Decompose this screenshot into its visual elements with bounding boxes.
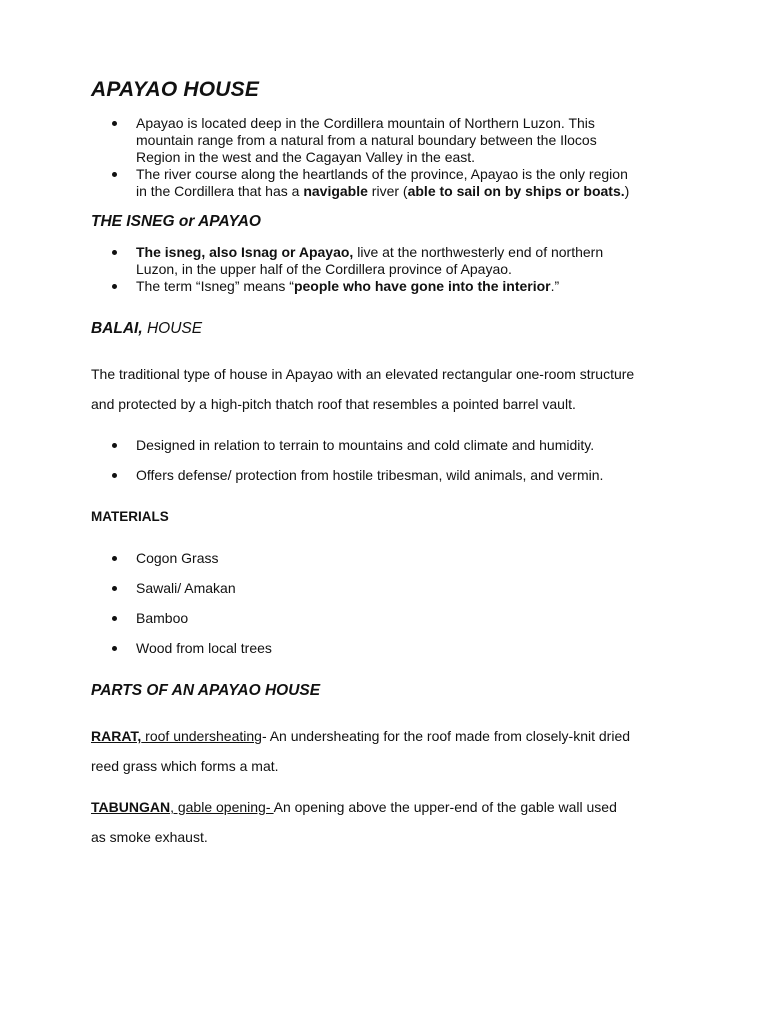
text-line: reed grass which forms a mat. xyxy=(91,758,279,774)
text-line: Luzon, in the upper half of the Cordillera province of Apayao. xyxy=(136,261,512,277)
section-heading-balai xyxy=(91,320,691,338)
isneg-list xyxy=(91,244,691,295)
text-run: in the Cordillera that has a xyxy=(136,183,304,199)
heading-gloss: HOUSE xyxy=(142,320,203,337)
materials-list xyxy=(91,550,691,670)
text-line xyxy=(136,244,691,261)
list-item xyxy=(91,244,691,278)
text-line: and protected by a high-pitch thatch roof that resembles a pointed barrel vault. xyxy=(91,396,576,412)
text-run: river ( xyxy=(367,183,408,199)
text-line: Apayao is located deep in the Cordillera mountain of Northern Luzon. This xyxy=(136,115,595,131)
list-item: Sawali/ Amakan xyxy=(91,580,691,597)
heading-term: BALAI, xyxy=(91,320,143,337)
bold-term: The isneg, also Isnag or Apayao, xyxy=(136,244,354,260)
text-run: ) xyxy=(624,183,630,199)
text-line xyxy=(91,792,691,822)
rarat-definition xyxy=(91,721,691,781)
list-item: Bamboo xyxy=(91,610,691,627)
definition-text: An opening above the upper-end of the gable wall used xyxy=(273,799,617,815)
section-heading-parts: PARTS OF AN APAYAO HOUSE xyxy=(91,682,321,699)
page-title: APAYAO HOUSE xyxy=(91,78,260,101)
list-item xyxy=(91,115,691,166)
balai-paragraph xyxy=(91,359,691,419)
section-heading-materials: MATERIALS xyxy=(91,509,169,524)
intro-list xyxy=(91,115,691,200)
text-line: The traditional type of house in Apayao with an elevated rectangular one-room structure xyxy=(91,366,635,382)
text-line: Region in the west and the Cagayan Valley in the east. xyxy=(136,149,476,165)
text-line xyxy=(136,183,691,200)
list-item: Offers defense/ protection from hostile tribesman, wild animals, and vermin. xyxy=(91,467,691,484)
list-item xyxy=(91,166,691,200)
definition-gloss: roof undersheating xyxy=(141,728,262,744)
list-item: Cogon Grass xyxy=(91,550,691,567)
list-item: Wood from local trees xyxy=(91,640,691,657)
text-line: as smoke exhaust. xyxy=(91,829,208,845)
text-line: mountain range from a natural from a natural boundary between the Ilocos xyxy=(136,132,597,148)
definition-term: RARAT, xyxy=(91,728,142,744)
text-run: The term “Isneg” means “ xyxy=(136,278,294,294)
text-line xyxy=(136,278,691,295)
text-run: live at the northwesterly end of northern xyxy=(353,244,604,260)
tabungan-definition xyxy=(91,792,691,852)
bold-definition: able to sail on by ships or boats. xyxy=(407,183,625,199)
definition-text: - An undersheating for the roof made from closely-knit dried xyxy=(261,728,631,744)
text-line xyxy=(91,721,691,751)
list-item: Designed in relation to terrain to mountains and cold climate and humidity. xyxy=(91,437,691,454)
balai-list xyxy=(91,437,691,497)
bold-term: people who have gone into the interior xyxy=(293,278,551,294)
definition-gloss: , gable opening- xyxy=(170,799,274,815)
list-item xyxy=(91,278,691,295)
bold-term: navigable xyxy=(303,183,368,199)
text-line: The river course along the heartlands of the province, Apayao is the only region xyxy=(136,166,628,182)
text-run: .” xyxy=(550,278,560,294)
definition-term: TABUNGAN xyxy=(91,799,171,815)
section-heading-isneg: THE ISNEG or APAYAO xyxy=(91,213,261,230)
